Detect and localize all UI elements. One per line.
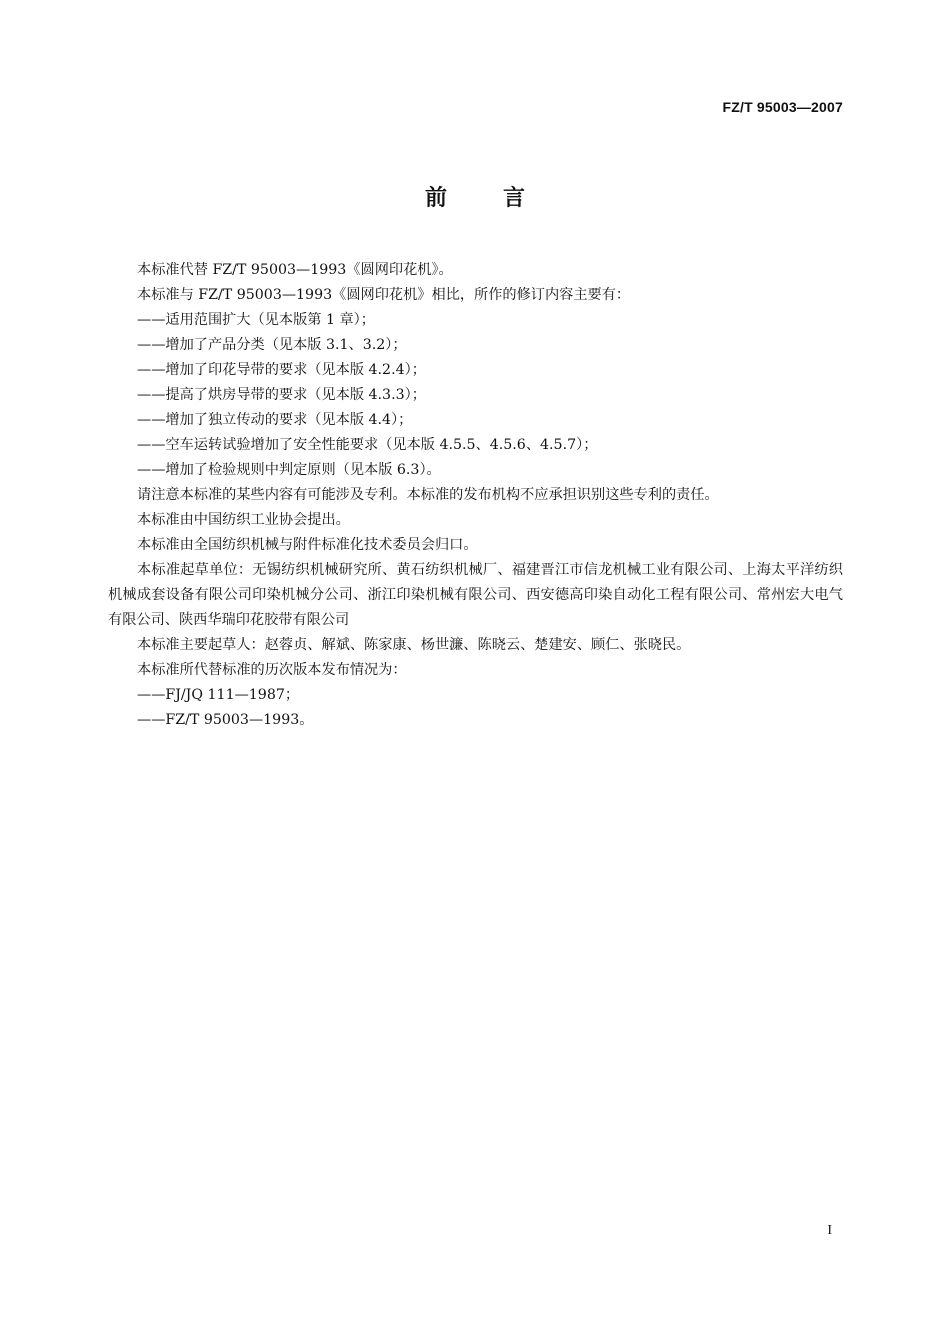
title-char-right: 言 (503, 186, 526, 211)
paragraph-drafting-units: 本标准起草单位：无锡纺织机械研究所、黄石纺织机械厂、福建晋江市信龙机械工业有限公司、上海太平洋纺织机械成套设备有限公司印染机械分公司、浙江印染机械有限公司、西安德高印染自动化工程有限公司、常州宏大电气有限公司、陕西华瑞印花胶带有限公司 (108, 562, 843, 628)
paragraph-proposed-by: 本标准由中国纺织工业协会提出。 (137, 512, 350, 528)
change-item: ——增加了印花导带的要求（见本版 4.2.4）； (137, 362, 426, 378)
paragraph-changes-intro: 本标准与 FZ/T 95003—1993《圆网印花机》相比，所作的修订内容主要有： (137, 287, 631, 303)
history-item: ——FJ/JQ 111—1987； (137, 687, 300, 703)
page-number: I (827, 1223, 832, 1238)
paragraph-patent-notice: 请注意本标准的某些内容有可能涉及专利。本标准的发布机构不应承担识别这些专利的责任。 (137, 487, 719, 503)
page-title (0, 181, 950, 212)
change-item: ——增加了独立传动的要求（见本版 4.4）； (137, 412, 413, 428)
paragraph-history-intro: 本标准所代替标准的历次版本发布情况为： (137, 662, 407, 678)
change-item: ——适用范围扩大（见本版第 1 章）； (137, 312, 375, 328)
preface-body (108, 258, 843, 733)
standard-code: FZ/T 95003—2007 (722, 99, 843, 115)
paragraph-centralized-by: 本标准由全国纺织机械与附件标准化技术委员会归口。 (137, 537, 478, 553)
change-item: ——增加了产品分类（见本版 3.1、3.2）； (137, 337, 407, 353)
paragraph-drafters: 本标准主要起草人：赵蓉贞、解斌、陈家康、杨世濂、陈晓云、楚建安、顾仁、张晓民。 (137, 637, 691, 653)
paragraph-replaces: 本标准代替 FZ/T 95003—1993《圆网印花机》。 (137, 262, 453, 278)
title-char-left: 前 (424, 186, 447, 211)
change-item: ——提高了烘房导带的要求（见本版 4.3.3）； (137, 387, 426, 403)
change-item: ——增加了检验规则中判定原则（见本版 6.3）。 (137, 462, 441, 478)
change-item: ——空车运转试验增加了安全性能要求（见本版 4.5.5、4.5.6、4.5.7）； (137, 437, 598, 453)
history-item: ——FZ/T 95003—1993。 (137, 712, 314, 728)
